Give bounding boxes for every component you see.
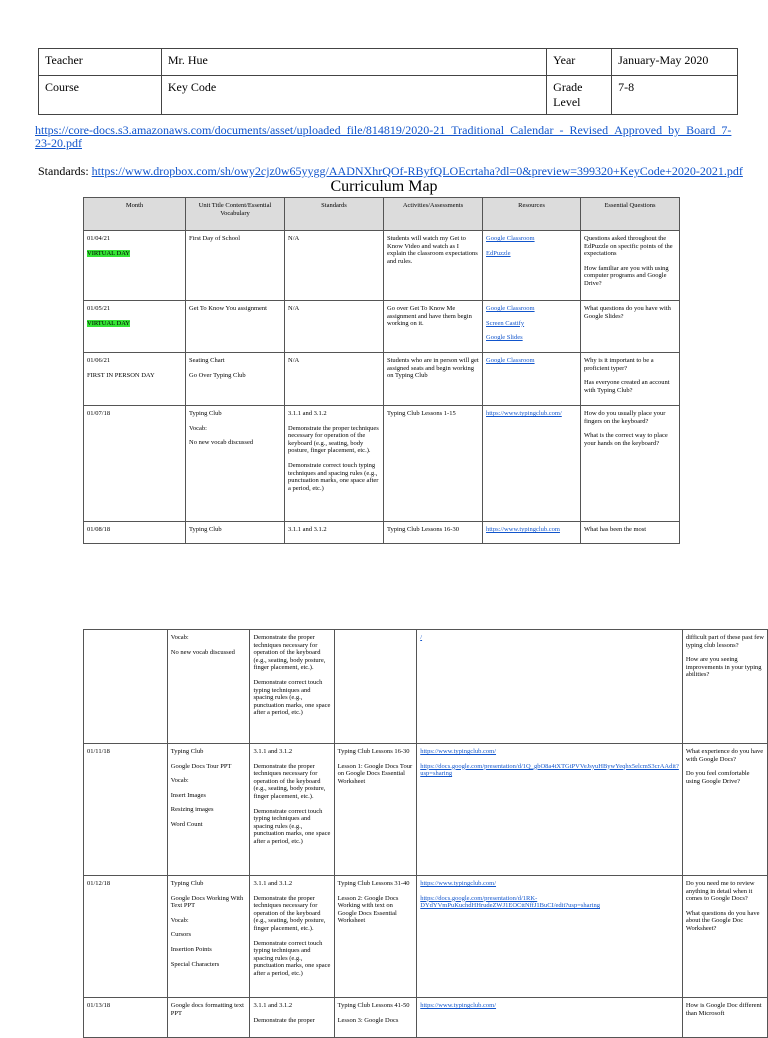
cell-text: Demonstrate the proper techniques necessary for operation of the keyboard (e.g., seating, body posture, finger placement, etc.). <box>253 762 326 800</box>
teacher-value: Mr. Hue <box>161 49 546 76</box>
questions-cell <box>581 522 680 544</box>
table-row <box>84 301 680 353</box>
cell-text: What questions do you have about the Google Doc Worksheet? <box>685 909 760 932</box>
resources-cell <box>417 630 683 744</box>
activities-cell <box>334 630 417 744</box>
resource-link[interactable]: https://www.typingclub.com/ <box>420 1002 497 1009</box>
standards-cell <box>250 876 334 998</box>
cell-text: Cursors <box>170 931 191 939</box>
resource-link[interactable]: https://www.typingclub.com/ <box>420 880 497 887</box>
resource-link[interactable]: https://www.typingclub.com <box>486 526 560 533</box>
cell-text: Vocab: <box>170 777 189 785</box>
questions-cell <box>581 301 680 353</box>
year-label: Year <box>547 49 612 76</box>
table-row <box>84 630 768 744</box>
table-header-row <box>84 198 680 231</box>
month-date: 01/11/18 <box>87 748 110 755</box>
cell-text: Has everyone created an account with Typing Club? <box>584 379 670 394</box>
month-cell <box>84 231 186 301</box>
calendar-link[interactable]: https://core-docs.s3.amazonaws.com/documents/asset/uploaded_file/814819/2020-21_Traditional_Calendar_-_Revised_Approved_by_Board_7-23-20.pdf <box>35 123 732 150</box>
cell-text: How familiar are you with using computer programs and Google Drive? <box>584 264 669 287</box>
cell-text: Demonstrate the proper techniques necessary for operation of the keyboard (e.g., seating, body posture, finger placement, etc.). <box>253 634 326 672</box>
resources-cell <box>417 744 683 876</box>
month-date: 01/06/21 <box>87 357 111 364</box>
table-row <box>84 231 680 301</box>
standards-cell <box>285 522 384 544</box>
table-row <box>84 522 680 544</box>
cell-text: Lesson 2: Google Docs Working with text on Google Docs Essential Worksheet <box>337 894 399 925</box>
month-cell <box>84 630 168 744</box>
unit-cell <box>186 406 285 522</box>
cell-text: Insertion Points <box>170 945 212 953</box>
cell-text: First Day of School <box>189 235 241 242</box>
cell-text: Typing Club <box>189 526 222 533</box>
resource-link[interactable]: https://www.typingclub.com/ <box>486 410 562 417</box>
cell-text: What experience do you have with Google Docs? <box>685 748 764 763</box>
month-cell <box>84 522 186 544</box>
cell-text: Typing Club Lessons 41-50 <box>337 1002 410 1009</box>
cell-text: No new vocab discussed <box>189 439 254 447</box>
activities-cell <box>384 353 483 406</box>
day-type-label <box>87 372 182 380</box>
standards-label: Standards: <box>38 164 89 178</box>
month-cell <box>84 301 186 353</box>
cell-text: 3.1.1 and 3.1.2 <box>253 880 293 887</box>
cell-text: How are you seeing improvements in your typing abilities? <box>685 656 762 679</box>
cell-text: Vocab: <box>170 916 189 924</box>
month-cell <box>84 998 168 1038</box>
cell-text: Lesson 3: Google Docs <box>337 1016 399 1024</box>
resource-link[interactable]: EdPuzzle <box>486 249 511 257</box>
resources-cell <box>417 998 683 1038</box>
table-row <box>84 353 680 406</box>
cell-text: Typing Club <box>170 748 204 755</box>
cell-text: Google Docs Tour PPT <box>170 762 232 770</box>
standards-cell <box>250 998 334 1038</box>
month-date: 01/13/18 <box>87 1002 111 1009</box>
cell-text: difficult part of these past few typing club lessons? <box>685 634 764 649</box>
cell-text: Vocab: <box>189 424 207 432</box>
cell-text: What has been the most <box>584 526 647 533</box>
questions-cell <box>682 630 767 744</box>
table-row <box>84 744 768 876</box>
cell-text: Demonstrate correct touch typing techniques and spacing rules (e.g., punctuation marks, one space after a period, etc.) <box>288 461 379 492</box>
month-cell <box>84 876 168 998</box>
col-standards: Standards <box>285 198 384 231</box>
cell-text: Typing Club <box>170 880 204 887</box>
unit-cell <box>186 231 285 301</box>
month-date: 01/07/18 <box>87 410 111 417</box>
unit-cell <box>167 630 250 744</box>
month-cell <box>84 406 186 522</box>
day-type-text: VIRTUAL DAY <box>87 249 131 257</box>
col-unit: Unit Title Content/Essential Vocabulary <box>186 198 285 231</box>
table-row <box>84 998 768 1038</box>
activities-cell <box>384 231 483 301</box>
day-type-text: FIRST IN PERSON DAY <box>87 371 155 379</box>
cell-text: No new vocab discussed <box>170 648 235 656</box>
month-date: 01/05/21 <box>87 305 111 312</box>
course-label: Course <box>39 76 162 115</box>
cell-text: Students who are in person will get assigned seats and begin working on Typing Club <box>387 357 479 380</box>
month-cell <box>84 744 168 876</box>
col-month: Month <box>84 198 186 231</box>
unit-cell <box>186 301 285 353</box>
resources-cell <box>483 406 581 522</box>
cell-text: 3.1.1 and 3.1.2 <box>288 526 327 533</box>
standards-cell <box>285 406 384 522</box>
resource-link[interactable]: / <box>420 634 423 641</box>
curriculum-map-title: Curriculum Map <box>330 178 438 195</box>
activities-cell <box>334 744 417 876</box>
course-info-table <box>38 48 738 115</box>
cell-text: Google Docs Working With Text PPT <box>170 894 244 910</box>
teacher-label: Teacher <box>39 49 162 76</box>
resource-link[interactable]: Google Classroom <box>486 235 535 242</box>
cell-text: Demonstrate correct touch typing techniques and spacing rules (e.g., punctuation marks, one space after a period, etc.) <box>253 678 331 717</box>
cell-text: N/A <box>288 305 300 312</box>
cell-text: Demonstrate the proper <box>253 1016 315 1024</box>
cell-text: Typing Club Lessons 31-40 <box>337 880 410 887</box>
cell-text: Seating Chart <box>189 357 225 364</box>
course-value: Key Code <box>161 76 546 115</box>
resource-link[interactable]: Google Classroom <box>486 305 535 312</box>
standards-link[interactable]: https://www.dropbox.com/sh/owy2cjz0w65yygg/AADNXhrQOf-RByfQLOEcrtaha?dl=0&preview=399320+KeyCode+2020-2021.pdf <box>91 164 743 178</box>
grade-value: 7-8 <box>612 76 738 115</box>
activities-cell <box>384 522 483 544</box>
activities-cell <box>384 406 483 522</box>
unit-cell <box>167 744 250 876</box>
resource-link[interactable]: Google Slides <box>486 334 523 342</box>
cell-text: Demonstrate correct touch typing techniques and spacing rules (e.g., punctuation marks, one space after a period, etc.) <box>253 807 331 845</box>
cell-text: N/A <box>288 357 300 364</box>
grade-label: Grade Level <box>547 76 612 115</box>
curriculum-map-table <box>83 197 680 544</box>
table-row <box>84 406 680 522</box>
cell-text: Demonstrate the proper techniques necessary for operation of the keyboard (e.g., seating, body posture, finger placement, etc.). <box>253 894 326 932</box>
resource-link[interactable]: https://docs.google.com/presentation/d/1RK-DYdYVmPuKuchdHHrudeZWJ1EOCttNffJ1BuCI/edit?usp=sharing <box>420 894 600 910</box>
cell-text: 3.1.1 and 3.1.2 <box>253 1002 293 1009</box>
standards-cell <box>285 231 384 301</box>
cell-text: Lesson 1: Google Docs Tour on Google Docs Essential Worksheet <box>337 762 413 785</box>
unit-cell <box>186 522 285 544</box>
standards-cell <box>285 301 384 353</box>
questions-cell <box>581 231 680 301</box>
cell-text: Go Over Typing Club <box>189 371 246 379</box>
cell-text: What is the correct way to place your hands on the keyboard? <box>584 432 668 447</box>
cell-text: Demonstrate the proper techniques necessary for operation of the keyboard (e.g., seating, body posture, finger placement, etc.). <box>288 424 379 455</box>
page-break <box>0 557 768 629</box>
cell-text: How do you usually place your fingers on the keyboard? <box>584 410 666 425</box>
cell-text: What questions do you have with Google Slides? <box>584 305 671 320</box>
month-date: 01/08/18 <box>87 526 111 533</box>
day-type-label <box>87 320 182 328</box>
resource-link[interactable]: Google Classroom <box>486 357 535 364</box>
cell-text: Typing Club Lessons 16-30 <box>337 748 410 755</box>
resources-cell <box>483 522 581 544</box>
cell-text: Google docs formatting text PPT <box>170 1002 244 1017</box>
questions-cell <box>682 876 767 998</box>
col-activities: Activities/Assessments <box>384 198 483 231</box>
cell-text: Students will watch my Get to Know Video and watch as I explain the classroom expectations and rules. <box>387 235 478 265</box>
activities-cell <box>334 876 417 998</box>
resource-link[interactable]: https://www.typingclub.com/ <box>420 748 497 755</box>
resources-cell <box>483 231 581 301</box>
standards-cell <box>285 353 384 406</box>
activities-cell <box>334 998 417 1038</box>
cell-text: Insert Images <box>170 791 206 799</box>
standards-line <box>38 164 743 179</box>
cell-text: 3.1.1 and 3.1.2 <box>288 410 327 417</box>
resources-cell <box>483 301 581 353</box>
cell-text: Go over Get To Know Me assignment and have them begin working on it. <box>387 305 472 328</box>
month-date: 01/04/21 <box>87 235 111 242</box>
cell-text: N/A <box>288 235 300 242</box>
cell-text: Vocab: <box>170 634 189 641</box>
resource-link[interactable]: Screen Castify <box>486 319 525 327</box>
resources-cell <box>483 353 581 406</box>
cell-text: Typing Club Lessons 16-30 <box>387 526 459 533</box>
month-date: 01/12/18 <box>87 880 111 887</box>
cell-text: Questions asked throughout the EdPuzzle on specific points of the expectations <box>584 235 673 258</box>
cell-text: 3.1.1 and 3.1.2 <box>253 748 293 755</box>
day-type-label <box>87 250 182 258</box>
cell-text: Do you need me to review anything in detail when it comes to Google Docs? <box>685 880 755 903</box>
resource-link[interactable]: https://docs.google.com/presentation/d/1Q_gbO8a4tXTGtPVVeJsyuHBywYeqhx5elcmS3crAAdit?usp=sharing <box>420 762 679 778</box>
cell-text: Typing Club <box>189 410 222 417</box>
year-value: January-May 2020 <box>612 49 738 76</box>
resources-cell <box>417 876 683 998</box>
table-row <box>84 876 768 998</box>
cell-text: Demonstrate correct touch typing techniques and spacing rules (e.g., punctuation marks, one space after a period, etc.) <box>253 939 331 977</box>
questions-cell <box>581 353 680 406</box>
unit-cell <box>186 353 285 406</box>
cell-text: Why is it important to be a proficient typer? <box>584 357 654 372</box>
day-type-text: VIRTUAL DAY <box>87 319 131 327</box>
activities-cell <box>384 301 483 353</box>
standards-cell <box>250 744 334 876</box>
standards-cell <box>250 630 334 744</box>
month-cell <box>84 353 186 406</box>
cell-text: Typing Club Lessons 1-15 <box>387 410 456 417</box>
questions-cell <box>581 406 680 522</box>
cell-text: Do you feel comfortable using Google Drive? <box>685 770 750 785</box>
unit-cell <box>167 998 250 1038</box>
questions-cell <box>682 744 767 876</box>
cell-text: How is Google Doc different than Microsoft <box>685 1002 762 1017</box>
col-questions: Essential Questions <box>581 198 680 231</box>
cell-text: Resizing images <box>170 806 214 814</box>
cell-text: Get To Know You assignment <box>189 305 267 312</box>
unit-cell <box>167 876 250 998</box>
curriculum-map-table-continued <box>83 629 768 1038</box>
col-resources: Resources <box>483 198 581 231</box>
questions-cell <box>682 998 767 1038</box>
cell-text: Special Characters <box>170 960 220 968</box>
cell-text: Word Count <box>170 820 203 828</box>
